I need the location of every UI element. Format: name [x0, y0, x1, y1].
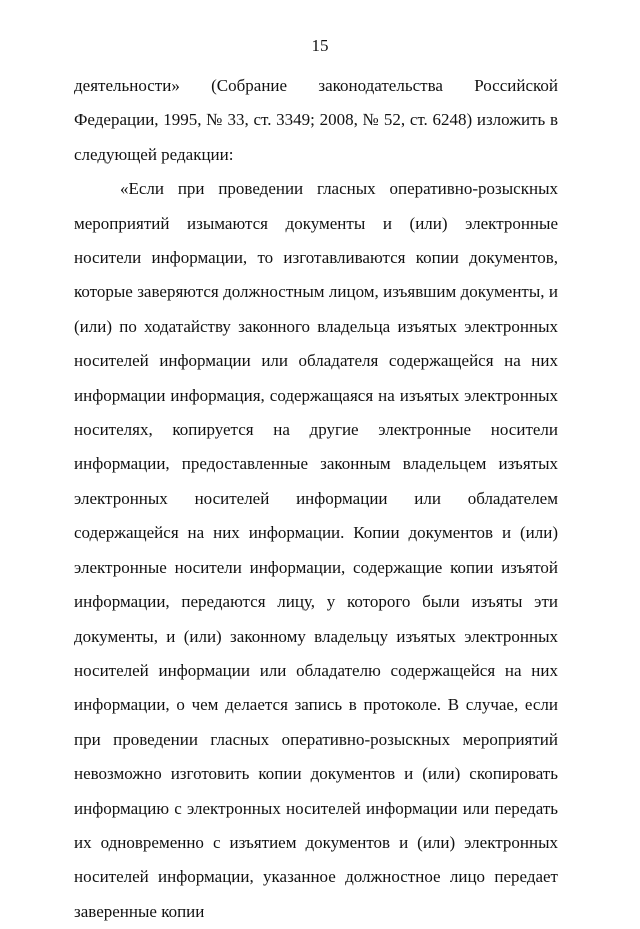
document-body — [74, 69, 558, 929]
page-number: 15 — [311, 36, 329, 55]
paragraph-intro: деятельности» (Собрание законодательства Российской Федерации, 1995, № 33, ст. 3349; 2008, № 52, ст. 6248) изложить в следующей редакции: — [74, 76, 558, 164]
paragraph-amendment-text: «Если при проведении гласных оперативно-розыскных мероприятий изымаются документы и (или) электронные носители информации, то изготавливаются копии документов, которые заверяются должностным лицом, изъявшим документы, и (или) по ходатайству законного владельца изъятых электронных носителей информации или обладателя содержащейся на них информации информация, содержащаяся на изъятых электронных носителях, копируется на другие электронные носители информации, предоставленные законным владельцем изъятых электронных носителей информации или обладателем содержащейся на них информации. Копии документов и (или) электронные носители информации, содержащие копии изъятой информации, передаются лицу, у которого были изъяты эти документы, и (или) законному владельцу изъятых электронных носителей информации или обладателю содержащейся на них информации, о чем делается запись в протоколе. В случае, если при проведении гласных оперативно-розыскных мероприятий невозможно изготовить копии документов и (или) скопировать информацию с электронных носителей информации или передать их одновременно с изъятием документов и (или) электронных носителей информации, указанное должностное лицо передает заверенные копии — [74, 179, 558, 921]
